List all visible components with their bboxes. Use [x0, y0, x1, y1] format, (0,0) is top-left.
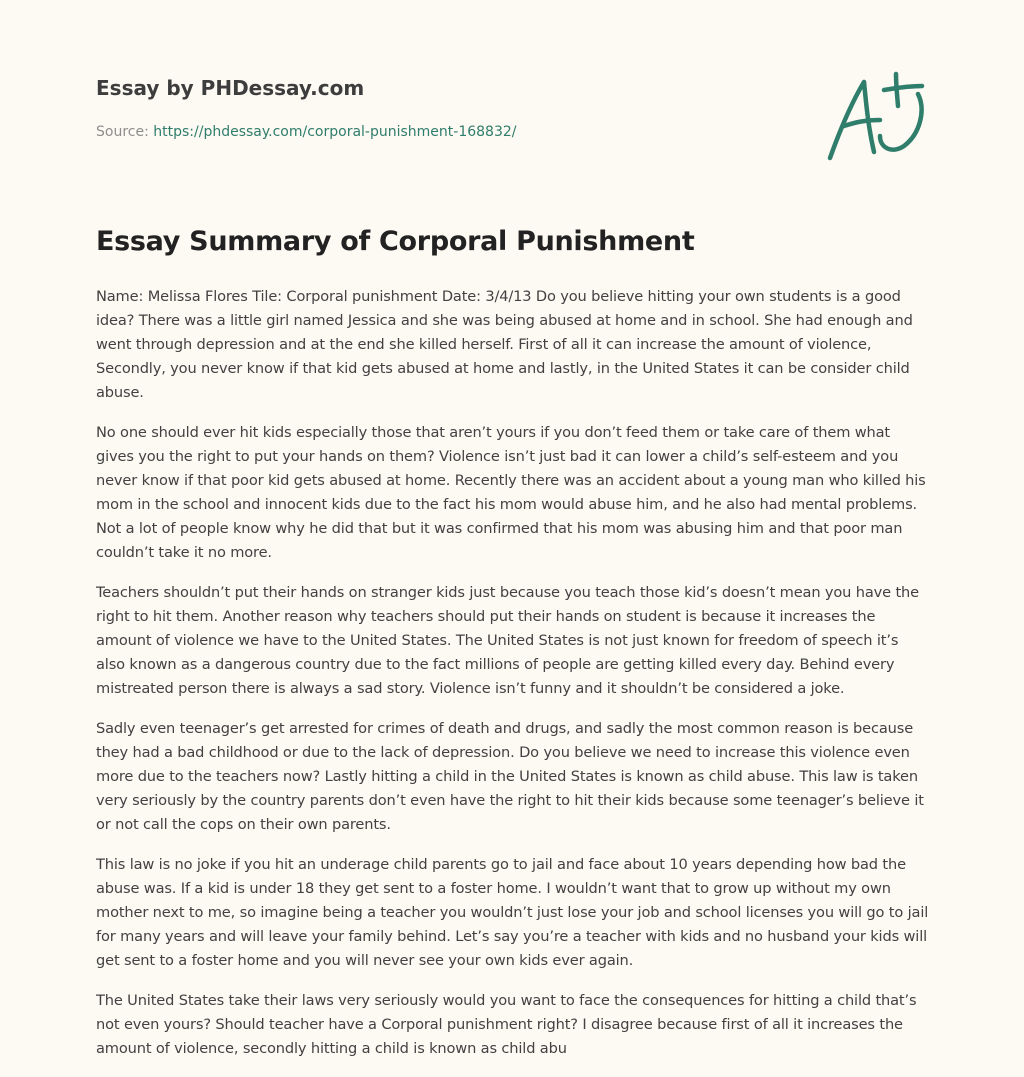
essay-paragraph: Name: Melissa Flores Tile: Corporal punishment Date: 3/4/13 Do you believe hitting your own students is a good idea? There was a little girl named Jessica and she was being abused at home and in school. She had enough and went through depression and at the end she killed herself. First of all it can increase the amount of violence, Secondly, you never know if that kid gets abused at home and lastly, in the United States it can be consider child abuse.	[96, 288, 913, 401]
essay-paragraph: No one should ever hit kids especially those that aren’t yours if you don’t feed them or take care of them what gives you the right to put your hands on them? Violence isn’t just bad it can lower a child’s self-esteem and you never know if that poor kid gets abused at home. Recently there was an accident about a young man who killed his mom in the school and innocent kids due to the fact his mom would abuse him, and he also had mental problems. Not a lot of people know why he did that but it was confirmed that his mom was abusing him and that poor man couldn’t take it no more.	[96, 424, 926, 561]
source-link[interactable]: https://phdessay.com/corporal-punishment-168832/	[153, 124, 517, 140]
source-line	[96, 124, 517, 140]
essay-paragraph: The United States take their laws very seriously would you want to face the consequences for hitting a child that’s not even yours? Should teacher have a Corporal punishment right? I disagree because first of all it increases the amount of violence, secondly hitting a child is known as child abu	[96, 992, 917, 1057]
essay-title: Essay Summary of Corporal Punishment	[96, 226, 695, 257]
essay-body	[96, 285, 931, 1077]
source-label: Source:	[96, 124, 149, 140]
brand-title: Essay by PHDessay.com	[96, 76, 365, 100]
a-plus-logo-icon	[822, 68, 930, 164]
essay-paragraph: Sadly even teenager’s get arrested for crimes of death and drugs, and sadly the most common reason is because they had a bad childhood or due to the lack of depression. Do you believe we need to increase this violence even more due to the teachers now? Lastly hitting a child in the United States is known as child abuse. This law is taken very seriously by the country parents don’t even have the right to hit their kids because some teenager’s believe it or not call the cops on their own parents.	[96, 720, 924, 833]
essay-paragraph: This law is no joke if you hit an underage child parents go to jail and face about 10 years depending how bad the abuse was. If a kid is under 18 they get sent to a foster home. I wouldn’t want that to grow up without my own mother next to me, so imagine being a teacher you wouldn’t just lose your job and school licenses you will go to jail for many years and will leave your family behind. Let’s say you’re a teacher with kids and no husband your kids will get sent to a foster home and you will never see your own kids ever again.	[96, 856, 929, 969]
essay-paragraph: Teachers shouldn’t put their hands on stranger kids just because you teach those kid’s doesn’t mean you have the right to hit them. Another reason why teachers should put their hands on student is because it increases the amount of violence we have to the United States. The United States is not just known for freedom of speech it’s also known as a dangerous country due to the fact millions of people are getting killed every day. Behind every mistreated person there is always a sad story. Violence isn’t funny and it shouldn’t be considered a joke.	[96, 584, 919, 697]
